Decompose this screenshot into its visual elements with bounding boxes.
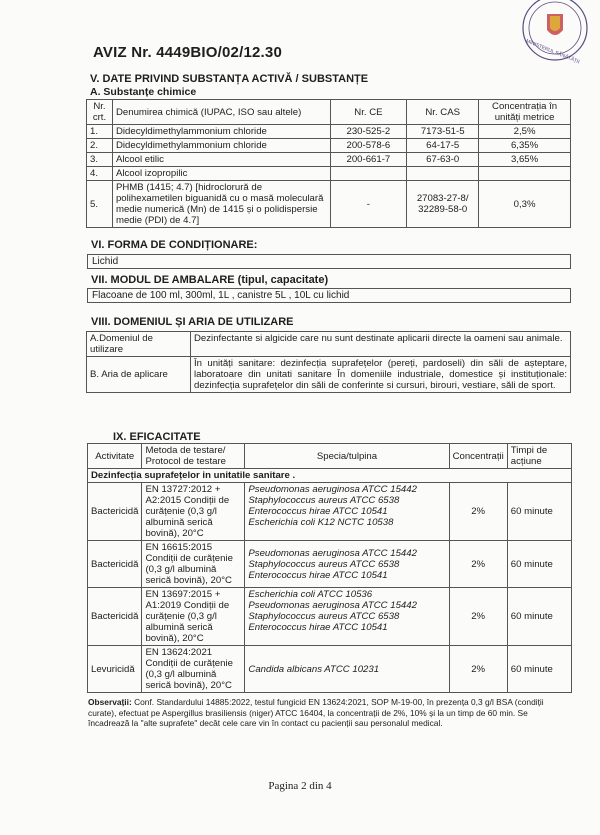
row-number: 1. [87,125,113,139]
species: Enterococcus hirae ATCC 10541 [248,569,388,581]
table-row [87,181,571,228]
table-row [87,332,571,357]
species-cell [245,541,449,588]
table-row [88,646,572,693]
observations [88,697,568,729]
species: Staphylococcus aureus ATCC 6538 [248,611,400,622]
species-cell [245,646,449,693]
row-number: 4. [87,167,113,181]
concentration: 2% [449,646,507,693]
usage-value: În unități sanitare: dezinfecția suprafețelor (pereți, pardoseli) din săli de așteptare, laboratoare din unitati sanitare În domeniile industriale, domestice și instituționale: dezinfecția suprafețelor din săli de conferinte si cursuri, birouri, vestiare, săli de sport. [191,357,571,393]
table-row [88,588,572,646]
section-5-title: V. DATE PRIVIND SUBSTANȚA ACTIVĂ / SUBSTANȚE [90,73,369,85]
section-7-title: VII. MODUL DE AMBALARE (tipul, capacitate) [91,274,329,286]
column-header: Activitate [88,444,142,469]
column-header: Nr. CE [330,100,407,125]
table-row [87,139,571,153]
species: Pseudomonas aeruginosa ATCC 15442 [248,484,417,495]
column-header: Metoda de testare/ Protocol de testare [142,444,245,469]
cas-number [407,167,479,181]
table-header-row [88,444,572,469]
row-number: 3. [87,153,113,167]
species: Staphylococcus aureus ATCC 6538 [248,558,400,570]
ce-number: 230-525-2 [330,125,407,139]
ce-number: 200-578-6 [330,139,407,153]
usage-value: Dezinfectante si algicide care nu sunt destinate aplicarii directe la oameni sau animale. [191,332,571,357]
table-row [87,167,571,181]
svg-text:MINISTERUL SĂNĂTĂȚII: MINISTERUL SĂNĂTĂȚII [524,38,581,66]
column-header: Denumirea chimică (IUPAC, ISO sau altele) [112,100,330,125]
species: Pseudomonas aeruginosa ATCC 15442 [248,547,417,559]
group-title: Dezinfecția suprafețelor in unitatile sanitare . [88,469,572,483]
species: Pseudomonas aeruginosa ATCC 15442 [248,600,417,611]
section-5-subtitle: A. Substanțe chimice [90,86,197,98]
species-cell [245,588,449,646]
activity: Bactericidă [88,483,142,541]
column-header: Specia/tulpina [245,444,449,469]
group-row [88,469,572,483]
table-row [87,153,571,167]
chemical-name: Didecyldimethylammonium chloride [112,139,330,153]
section-9-title: IX. EFICACITATE [113,431,201,443]
observations-text: Conf. Standardului 14885:2022, testul fungicid EN 13624:2021, SOP M-19-00, în prezența 0,3 g/l BSA (condiții curate), efectuat pe Aspergillus brasiliensis (niger) ATCC 16404, la concentrații de 2%, 10% și la un timp de 60 min. Se încadrează la "alte suprafete" decât cele care vin în contact cu pacienții sau personalul medical. [88,697,544,728]
test-method: EN 13624:2021 Condiții de curățenie (0,3 g/l albumină serică bovină), 20°C [142,646,245,693]
ce-number: - [330,181,407,228]
column-header: Concentrația în unități metrice [479,100,571,125]
column-header: Nr. crt. [87,100,113,125]
test-method: EN 13697:2015 + A1:2019 Condiții de curățenie (0,3 g/l albumină serică bovină), 20°C [142,588,245,646]
concentration: 0,3% [479,181,571,228]
page-number: Pagina 2 din 4 [268,780,332,792]
column-header: Timpi de acțiune [507,444,571,469]
species-cell [245,483,449,541]
column-header: Nr. CAS [407,100,479,125]
ce-number [330,167,407,181]
concentration: 3,65% [479,153,571,167]
row-number: 5. [87,181,113,228]
chemicals-table [86,99,571,228]
concentration: 2% [449,483,507,541]
table-row [88,541,572,588]
table-row [87,357,571,393]
species: Escherichia coli K12 NCTC 10538 [248,517,394,528]
test-method: EN 13727:2012 + A2:2015 Condiții de curățenie (0,3 g/l albumină serică bovină), 20°C [142,483,245,541]
activity: Bactericidă [88,541,142,588]
chemical-name: Alcool izopropilic [112,167,330,181]
usage-table [86,331,571,393]
species: Enterococcus hirae ATCC 10541 [248,622,388,633]
concentration: 2% [449,541,507,588]
species: Enterococcus hirae ATCC 10541 [248,506,388,517]
chemical-name: Didecyldimethylammonium chloride [112,125,330,139]
concentration: 2,5% [479,125,571,139]
chemical-name: Alcool etilic [112,153,330,167]
cas-number: 67-63-0 [407,153,479,167]
observations-label: Observații: [88,697,132,707]
table-header-row [87,100,571,125]
species: Candida albicans ATCC 10231 [248,663,380,675]
action-time: 60 minute [507,541,571,588]
usage-label: B. Aria de aplicare [87,357,191,393]
activity: Levuricidă [88,646,142,693]
document-title: AVIZ Nr. 4449BIO/02/12.30 [93,44,282,61]
packaging-mode-value: Flacoane de 100 ml, 300ml, 1L , canistre 5L , 10L cu lichid [87,288,571,303]
test-method: EN 16615:2015 Condiții de curățenie (0,3 g/l albumină serică bovină), 20°C [142,541,245,588]
official-stamp [493,0,589,70]
chemical-name: PHMB (1415; 4.7) [hidroclorură de polihexametilen biguanidă cu o masă moleculară medie numerică (Mn) de 1415 și o polidispersie medie (PDI) de 4.7] [112,181,330,228]
ce-number: 200-661-7 [330,153,407,167]
row-number: 2. [87,139,113,153]
concentration [479,167,571,181]
section-8-title: VIII. DOMENIUL ȘI ARIA DE UTILIZARE [91,316,294,328]
action-time: 60 minute [507,588,571,646]
action-time: 60 minute [507,646,571,693]
cas-number: 64-17-5 [407,139,479,153]
table-row [88,483,572,541]
concentration: 2% [449,588,507,646]
activity: Bactericidă [88,588,142,646]
cas-number: 7173-51-5 [407,125,479,139]
table-row [87,125,571,139]
species: Staphylococcus aureus ATCC 6538 [248,495,400,506]
usage-label: A.Domeniul de utilizare [87,332,191,357]
cas-number: 27083-27-8/ 32289-58-0 [407,181,479,228]
species: Escherichia coli ATCC 10536 [248,589,373,600]
packaging-form-value: Lichid [87,254,571,269]
column-header: Concentrații [449,444,507,469]
concentration: 6,35% [479,139,571,153]
action-time: 60 minute [507,483,571,541]
efficacy-table [87,443,572,693]
section-6-title: VI. FORMA DE CONDIȚIONARE: [91,239,258,251]
